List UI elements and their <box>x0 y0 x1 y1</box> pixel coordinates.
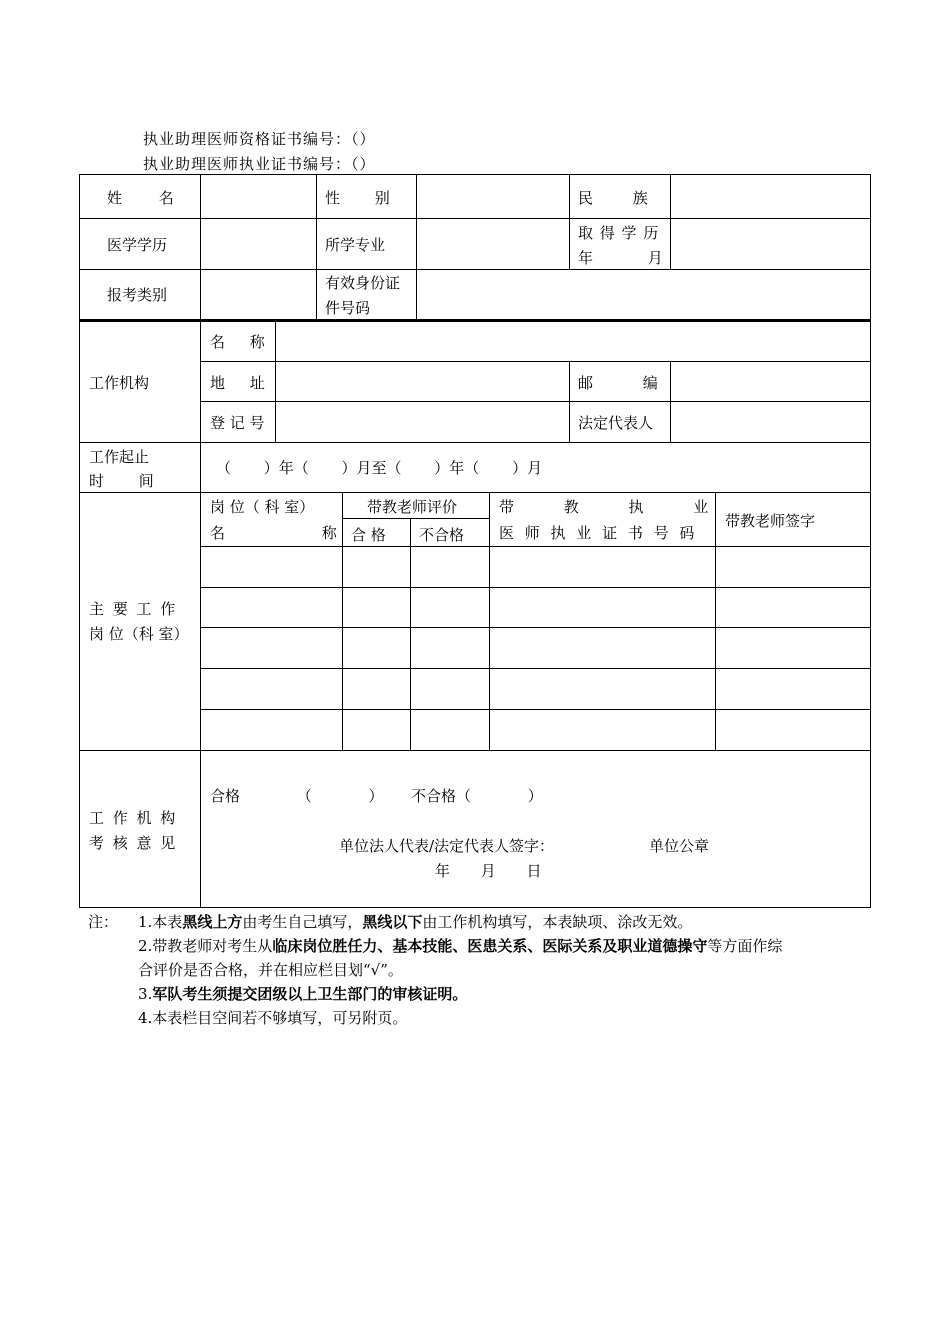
gender-label: 性 别 <box>325 189 390 207</box>
note-4: 4.本表栏目空间若不够填写，可另附页。 <box>138 1009 408 1027</box>
note-1-bold: 黑线上方 <box>182 913 243 931</box>
note-1-text: 由工作机构填写，本表缺项、涂改无效。 <box>422 913 693 931</box>
teacher-sign-header: 带教老师签字 <box>725 512 816 530</box>
note-2-text: 2.带教老师对考生从 <box>138 937 273 955</box>
note-2-text: 等方面作综 <box>707 937 783 955</box>
main-post-label-line2: 岗 位（科 室） <box>89 625 189 643</box>
work-period-value: （ ）年（ ）月至（ ）年（ ）月 <box>216 459 543 477</box>
divider-black-line <box>79 319 871 322</box>
note-1-bold: 黑线以下 <box>362 913 423 931</box>
degree-date-label: 取 得 学 历 <box>578 224 660 242</box>
assessment-label-line2: 考 核 意 见 <box>89 834 176 852</box>
note-3 <box>138 982 878 1006</box>
note-1 <box>138 910 878 934</box>
post-name-header-line2: 名 称 <box>210 524 337 542</box>
major-label: 所学专业 <box>325 236 386 254</box>
unqualified-header: 不合格 <box>419 526 465 544</box>
note-3-bold: 军队考生须提交团级以上卫生部门的审核证明。 <box>152 985 468 1003</box>
notes-label: 注： <box>88 913 119 931</box>
work-period-label-line2: 时 间 <box>89 472 154 490</box>
note-3-text: 3. <box>138 985 153 1003</box>
date-line: 年 月 日 <box>435 862 542 880</box>
practice-cert-number: 执业助理医师执业证书编号：（） <box>143 155 376 173</box>
medical-education-label: 医学学历 <box>107 236 168 254</box>
assessment-label: 工 作 机 构 <box>89 809 176 827</box>
work-org-label: 工作机构 <box>89 374 150 392</box>
legal-sign-label: 单位法人代表/法定代表人签字： <box>339 837 555 855</box>
name-label: 姓 名 <box>107 189 174 207</box>
org-name-label: 名 称 <box>210 333 265 351</box>
main-post-label: 主 要 工 作 <box>89 600 176 618</box>
note-2 <box>138 934 878 958</box>
degree-date-label-line2: 年 月 <box>578 249 663 267</box>
postcode-label: 邮 编 <box>578 374 658 392</box>
org-address-label: 地 址 <box>210 374 265 392</box>
registration-no-label: 登 记 号 <box>210 414 265 432</box>
note-1-text: 1.本表 <box>138 913 183 931</box>
teacher-eval-header: 带教老师评价 <box>367 498 458 516</box>
id-number-label: 有效身份证 <box>325 274 401 292</box>
notes-section <box>88 910 878 1030</box>
exam-category-label: 报考类别 <box>107 286 168 304</box>
assessment-unqualified: 不合格（ ） <box>411 787 543 805</box>
note-2-bold: 临床岗位胜任力、基本技能、医患关系、医际关系及职业道德操守 <box>272 937 708 955</box>
unit-seal-label: 单位公章 <box>649 837 710 855</box>
note-1-text: 由考生自己填写， <box>242 913 363 931</box>
teacher-cert-header-line2: 医 师 执 业 证 书 号 码 <box>499 524 695 542</box>
qualified-header: 合 格 <box>351 526 386 544</box>
teacher-cert-header: 带 教 执 业 <box>499 498 709 516</box>
qualification-cert-number: 执业助理医师资格证书编号：（） <box>143 130 376 148</box>
ethnicity-label: 民 族 <box>578 189 648 207</box>
assessment-qualified: 合格 （ ） <box>210 787 384 805</box>
work-period-label: 工作起止 <box>89 448 150 466</box>
legal-rep-label: 法定代表人 <box>578 414 654 432</box>
post-name-header: 岗 位（ 科 室） <box>210 498 315 516</box>
id-number-label-line2: 件号码 <box>325 299 371 317</box>
note-2-cont: 合评价是否合格，并在相应栏目划“√”。 <box>138 961 403 979</box>
